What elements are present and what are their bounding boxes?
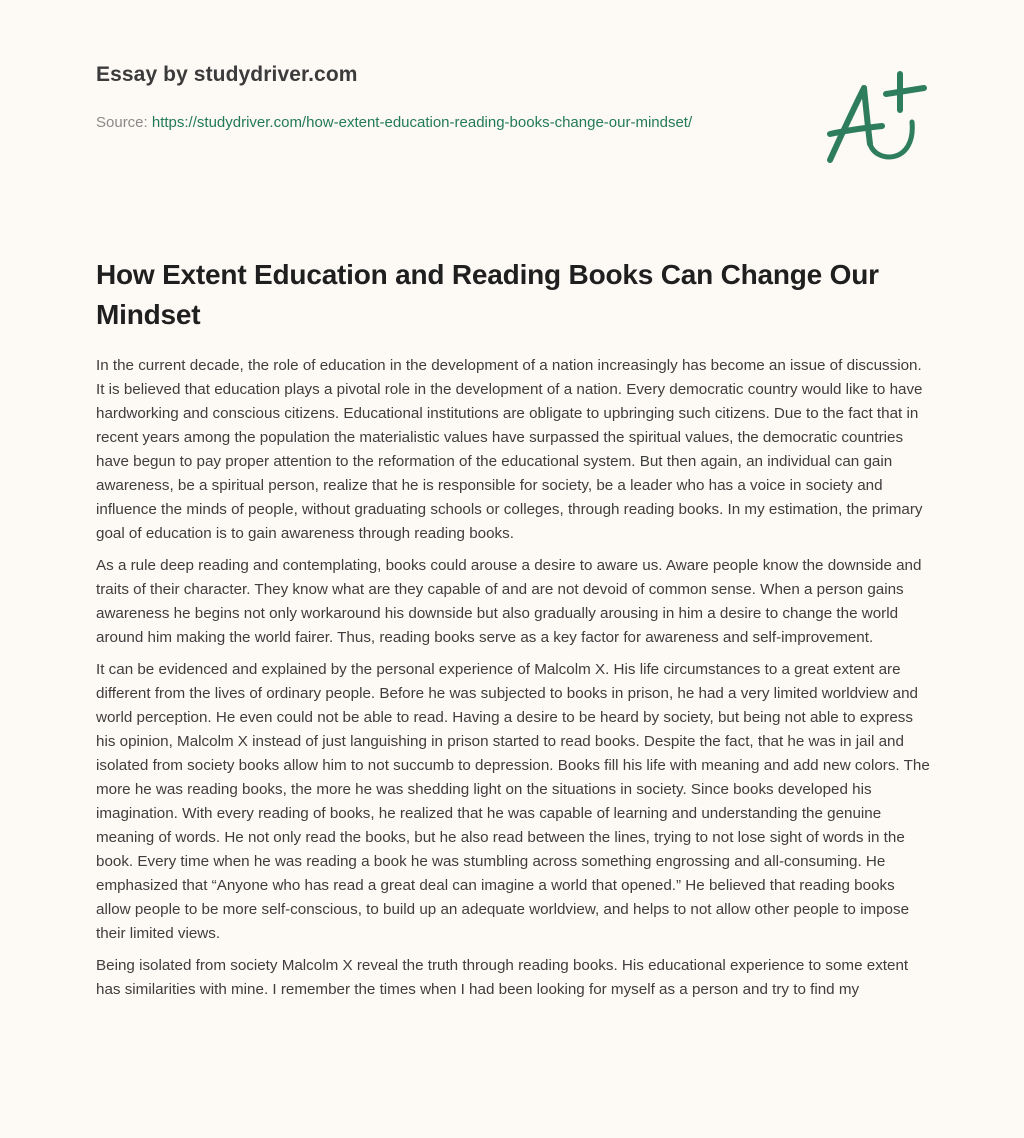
essay-title: How Extent Education and Reading Books Can Change Our Mindset (96, 259, 879, 330)
essay-body (96, 354, 932, 1010)
page-header (96, 0, 932, 240)
paragraph: As a rule deep reading and contemplating, books could arouse a desire to aware us. Aware people know the downside and traits of their character. They know what are they capable of and are not devoid of common sense. When a person gains awareness he begins not only workaround his downside but also gradually arousing in him a desire to change the world around him making the world fairer. Thus, reading books serve as a key factor for awareness and self-improvement. (96, 557, 922, 646)
a-plus-grade-icon (820, 68, 930, 168)
essay-page (96, 0, 932, 998)
brand-title: Essay by studydriver.com (96, 63, 358, 86)
paragraph: It can be evidenced and explained by the personal experience of Malcolm X. His life circumstances to a great extent are different from the lives of ordinary people. Before he was subjected to books in prison, he had a very limited worldview and world perception. He even could not be able to read. Having a desire to be heard by society, but being not able to express his opinion, Malcolm X instead of just languishing in prison started to read books. Despite the fact, that he was in jail and isolated from society books allow him to not succumb to depression. Books fill his life with meaning and add new colors. The more he was reading books, the more he was shedding light on the situations in society. Since books developed his imagination. With every reading of books, he realized that he was capable of learning and understanding the genuine meaning of words. He not only read the books, but he also read between the lines, trying to not lose sight of words in the book. Every time when he was reading a book he was stumbling across something engrossing and all-consuming. He emphasized that “Anyone who has read a great deal can imagine a world that opened.” He believed that reading books allow people to be more self-conscious, to build up an adequate worldview, and helps to not allow other people to impose their limited views. (96, 661, 930, 942)
paragraph: In the current decade, the role of education in the development of a nation increasingly has become an issue of discussion. It is believed that education plays a pivotal role in the development of a nation. Every democratic country would like to have hardworking and conscious citizens. Educational institutions are obligate to upbringing such citizens. Due to the fact that in recent years among the population the materialistic values have surpassed the spiritual values, the democratic countries have begun to pay proper attention to the reformation of the educational system. But then again, an individual can gain awareness, be a spiritual person, realize that he is responsible for society, be a leader who has a voice in society and influence the minds of people, without graduating schools or colleges, through reading books. In my estimation, the primary goal of education is to gain awareness through reading books. (96, 357, 923, 542)
source-label: Source: (96, 114, 152, 131)
source-link[interactable]: https://studydriver.com/how-extent-education-reading-books-change-our-mindset/ (151, 114, 693, 131)
paragraph: Being isolated from society Malcolm X reveal the truth through reading books. His educational experience to some extent has similarities with mine. I remember the times when I had been looking for myself as a person and try to find my (96, 957, 909, 998)
source-line (96, 111, 716, 135)
